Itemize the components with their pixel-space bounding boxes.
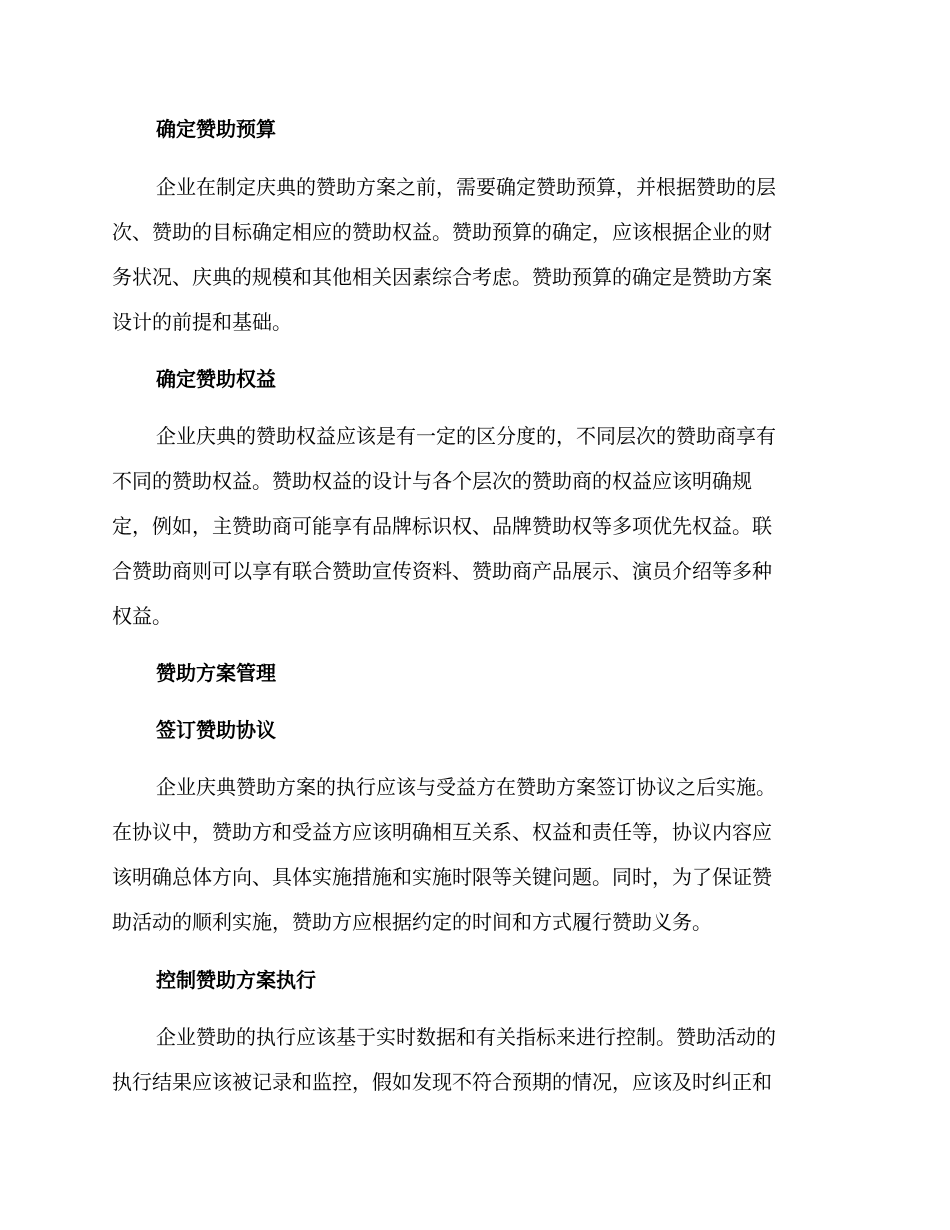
paragraph-line: 企业在制定庆典的赞助方案之前，需要确定赞助预算，并根据赞助的层 — [156, 175, 776, 199]
paragraph-line: 企业庆典赞助方案的执行应该与受益方在赞助方案签订协议之后实施。 — [156, 775, 776, 799]
paragraph-line: 企业赞助的执行应该基于实时数据和有关指标来进行控制。赞助活动的 — [156, 1025, 776, 1049]
paragraph-line: 次、赞助的目标确定相应的赞助权益。赞助预算的确定，应该根据企业的财 — [112, 220, 772, 244]
paragraph-line: 企业庆典的赞助权益应该是有一定的区分度的，不同层次的赞助商享有 — [156, 424, 776, 448]
section-heading: 赞助方案管理 — [156, 661, 276, 685]
section-heading: 确定赞助预算 — [156, 117, 276, 141]
paragraph-line: 助活动的顺利实施，赞助方应根据约定的时间和方式履行赞助义务。 — [112, 910, 712, 934]
paragraph-line: 权益。 — [112, 604, 172, 628]
section-heading: 确定赞助权益 — [156, 367, 276, 391]
paragraph-line: 定，例如，主赞助商可能享有品牌标识权、品牌赞助权等多项优先权益。联 — [112, 514, 772, 538]
paragraph-line: 在协议中，赞助方和受益方应该明确相互关系、权益和责任等，协议内容应 — [112, 820, 772, 844]
section-heading: 控制赞助方案执行 — [156, 968, 316, 992]
paragraph-line: 合赞助商则可以享有联合赞助宣传资料、赞助商产品展示、演员介绍等多种 — [112, 559, 772, 583]
paragraph-line: 该明确总体方向、具体实施措施和实施时限等关键问题。同时，为了保证赞 — [112, 865, 772, 889]
paragraph-line: 不同的赞助权益。赞助权益的设计与各个层次的赞助商的权益应该明确规 — [112, 469, 752, 493]
section-heading: 签订赞助协议 — [156, 718, 276, 742]
paragraph-line: 设计的前提和基础。 — [112, 310, 292, 334]
paragraph-line: 执行结果应该被记录和监控，假如发现不符合预期的情况，应该及时纠正和 — [112, 1070, 772, 1094]
paragraph-line: 务状况、庆典的规模和其他相关因素综合考虑。赞助预算的确定是赞助方案 — [112, 265, 772, 289]
